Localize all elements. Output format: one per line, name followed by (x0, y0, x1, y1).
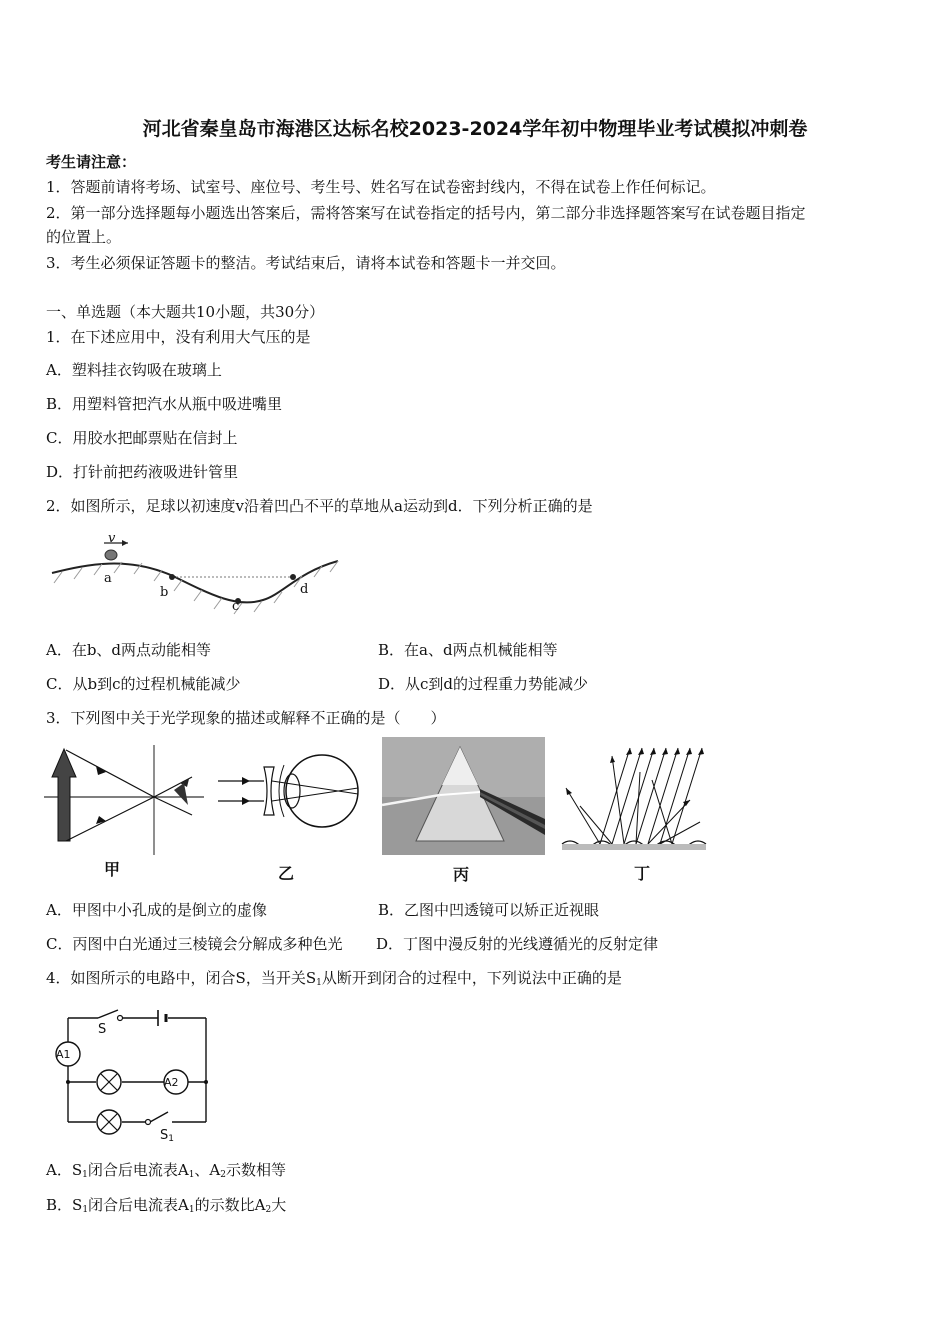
notice-item: 1．答题前请将考场、试室号、座位号、考生号、姓名写在试卷密封线内，不得在试卷上作任何标记。 (46, 178, 716, 196)
q1-option-d: D．打针前把药液吸进针管里 (46, 463, 239, 481)
q2-figure-terrain (48, 528, 348, 628)
q3-figure-bing-prism (382, 737, 545, 855)
page-title: 河北省秦皇岛市海港区达标名校2023-2024学年初中物理毕业考试模拟冲刺卷 (142, 118, 808, 140)
q2-option-b: B．在a、d两点机械能相等 (378, 641, 558, 659)
q3-label-bing: 丙 (453, 865, 470, 884)
notice-heading: 考生请注意： (46, 153, 137, 171)
q2-stem: 2．如图所示，足球以初速度v沿着凹凸不平的草地从a运动到d．下列分析正确的是 (46, 497, 593, 515)
q2-option-d: D．从c到d的过程重力势能减少 (378, 675, 589, 693)
q2-option-a: A．在b、d两点动能相等 (46, 641, 212, 659)
q3-figure-jia-pinhole (44, 745, 204, 855)
q2-label-d: d (300, 582, 309, 597)
q2-label-b: b (160, 585, 169, 600)
q3-label-jia: 甲 (104, 860, 121, 879)
q1-stem: 1．在下述应用中，没有利用大气压的是 (46, 328, 311, 346)
q4-label-a2: A2 (164, 1076, 179, 1089)
q4-figure-circuit (50, 1004, 220, 1144)
q3-figure-yi-eye (212, 745, 372, 855)
q1-option-c: C．用胶水把邮票贴在信封上 (46, 429, 238, 447)
q3-label-ding: 丁 (634, 864, 651, 883)
q1-option-a: A．塑料挂衣钩吸在玻璃上 (46, 361, 222, 379)
notice-item: 3．考生必须保证答题卡的整洁。考试结束后，请将本试卷和答题卡一并交回。 (46, 254, 566, 272)
notice-item: 2．第一部分选择题每小题选出答案后，需将答案写在试卷指定的括号内，第二部分非选择题答案写在试卷题目指定 (46, 204, 806, 222)
notice-item: 的位置上。 (46, 228, 122, 246)
q3-figure-ding-diffuse (560, 740, 710, 855)
q3-option-a: A．甲图中小孔成的是倒立的虚像 (46, 901, 267, 919)
q2-label-v: v (108, 531, 116, 546)
q2-label-a: a (104, 571, 112, 586)
q4-label-a1: A1 (56, 1048, 71, 1061)
q4-option-a: A．$S_1$闭合后电流表$A_1$、$A_2$示数相等 (46, 1161, 287, 1180)
q3-label-yi: 乙 (278, 864, 295, 883)
q4-label-s1: $S_1$ (160, 1128, 174, 1144)
section-heading: 一、单选题（本大题共10小题，共30分） (46, 303, 325, 321)
q2-label-c: c (232, 599, 240, 614)
q3-option-d: D．丁图中漫反射的光线遵循光的反射定律 (376, 935, 659, 953)
q4-option-b: B．$S_1$闭合后电流表$A_1$的示数比$A_2$大 (46, 1196, 287, 1215)
q4-label-s: S (98, 1022, 107, 1037)
q4-stem: 4．如图所示的电路中，闭合S，当开关$S_1$从断开到闭合的过程中，下列说法中正确的是 (46, 969, 622, 988)
q1-option-b: B．用塑料管把汽水从瓶中吸进嘴里 (46, 395, 283, 413)
q3-stem: 3．下列图中关于光学现象的描述或解释不正确的是（ ） (46, 709, 446, 727)
q3-option-b: B．乙图中凹透镜可以矫正近视眼 (378, 901, 600, 919)
q2-option-c: C．从b到c的过程机械能减少 (46, 675, 241, 693)
q3-option-c: C．丙图中白光通过三棱镜会分解成多种色光 (46, 935, 343, 953)
